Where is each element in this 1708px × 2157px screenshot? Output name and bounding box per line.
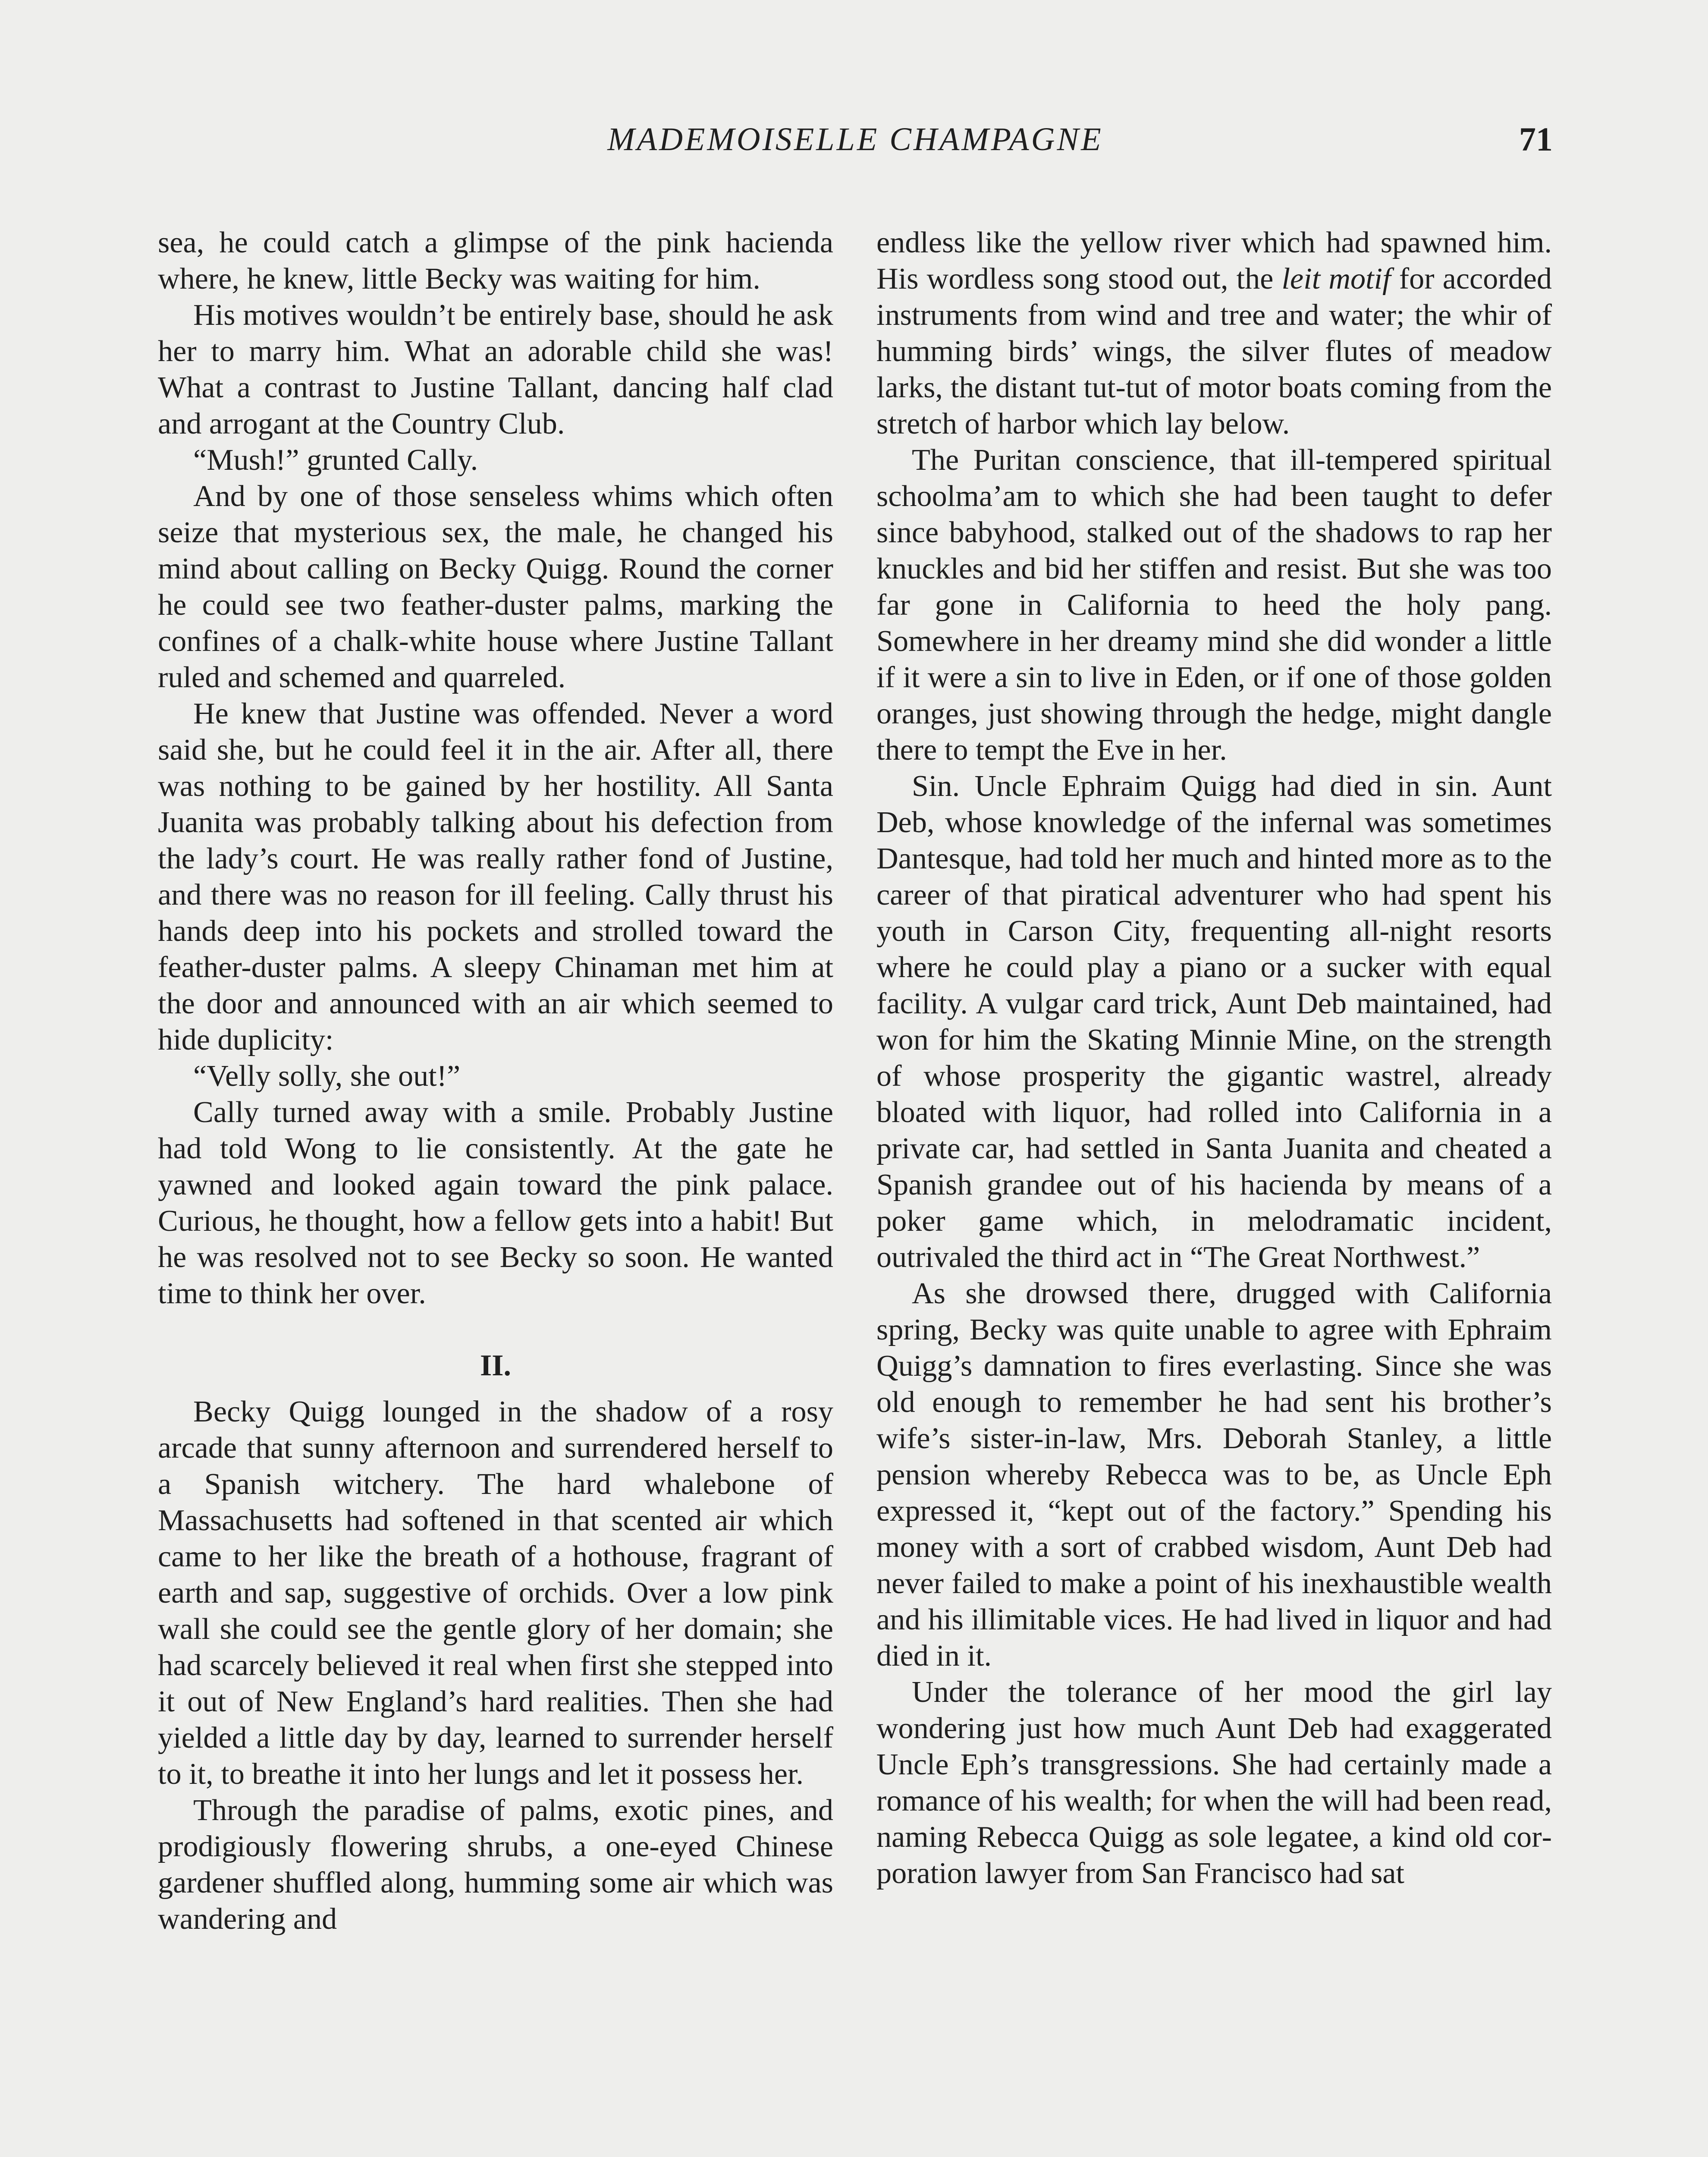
paragraph: Becky Quigg lounged in the shadow of a rosy arcade that sunny afternoon and surrendered herself to a Spanish witchery. The hard whalebone of Massachusetts had softened in that scented air which came to her like the breath of a hothouse, fragrant of earth and sap, suggestive of orchids. Over a low pink wall she could see the gentle glory of her domain; she had scarcely believed it real when first she stepped into it out of New England’s hard realities. Then she had yielded a little day by day, learned to surrender herself to it, to breathe it into her lungs and let it possess her. [158, 1395, 833, 1791]
paragraph [876, 224, 1552, 442]
paragraph: He knew that Justine was offended. Never a word said she, but he could feel it in the air. After all, there was nothing to be gained by her hostility. All Santa Juanita was probably talking about his defection from the lady’s court. He was really rather fond of Justine, and there was no reason for ill feeling. Cally thrust his hands deep into his pockets and strolled toward the feather-duster palms. A sleepy Chinaman met him at the door and announced with an air which seemed to hide duplicity: [158, 697, 833, 1056]
paragraph: sea, he could catch a glimpse of the pink hacienda where, he knew, little Becky was waiting for him. [158, 226, 833, 296]
running-title: MADEMOISELLE CHAMPAGNE [607, 121, 1103, 157]
paragraph: As she drowsed there, drugged with California spring, Becky was quite unable to agree with Ephraim Quigg’s damnation to fires everlasting. Since she was old enough to remember he had sent his brother’s wife’s sister-in-law, Mrs. Deborah Stanley, a little pension whereby Rebecca was to be, as Uncle Eph expressed it, “kept out of the factory.” Spending his money with a sort of crabbed wisdom, Aunt Deb had never failed to make a point of his inexhaustible wealth and his illimitable vices. He had lived in liquor and had died in it. [876, 1277, 1552, 1673]
paragraph-text: for accorded instruments from wind and tree and water; the whir of humming birds’ wings, the silver flutes of meadow larks, the distant tut-tut of motor boats coming from the stretch of harbor which lay below. [876, 262, 1552, 440]
section-number: II. [480, 1349, 511, 1382]
paragraph: Under the tolerance of her mood the girl lay wondering just how much Aunt Deb had exaggerated Uncle Eph’s transgressions. She had certainly made a romance of his wealth; for when the will had been read, naming Rebecca Quigg as sole legatee, a kind old corporation lawyer from San Francisco had sat [876, 1675, 1552, 1890]
paragraph: His motives wouldn’t be entirely base, should he ask her to marry him. What an adorable child she was! What a contrast to Justine Tallant, dancing half clad and arrogant at the Country Club. [158, 298, 833, 440]
paragraph: “Velly solly, she out!” [193, 1059, 461, 1093]
page-number: 71 [1519, 120, 1553, 158]
paragraph: Through the paradise of palms, exotic pines, and prodigiously flowering shrubs, a one-eyed Chinese gardener shuffled along, humming some air which was wandering and [158, 1793, 833, 1936]
paragraph: Sin. Uncle Ephraim Quigg had died in sin. Aunt Deb, whose knowledge of the infernal was sometimes Dantesque, had told her much and hinted more as to the career of that piratical adventurer who had spent his youth in Carson City, frequenting all-night resorts where he could play a piano or a sucker with equal facility. A vulgar card trick, Aunt Deb maintained, had won for him the Skating Minnie Mine, on the strength of whose prosperity the gigantic wastrel, already bloated with liquor, had rolled into California in a private car, had settled in Santa Juanita and cheated a Spanish grandee out of his hacienda by means of a poker game which, in melodramatic incident, outrivaled the third act in “The Great Northwest.” [876, 769, 1552, 1274]
paragraph: The Puritan conscience, that ill-tempered spiritual schoolma’am to which she had been taught to defer since babyhood, stalked out of the shadows to rap her knuckles and bid her stiffen and resist. But she was too far gone in California to heed the holy pang. Somewhere in her dreamy mind she did wonder a little if it were a sin to live in Eden, or if one of those golden oranges, just showing through the hedge, might dangle there to tempt the Eve in her. [876, 443, 1552, 767]
italic-phrase: leit motif [1281, 262, 1391, 296]
paragraph: “Mush!” grunted Cally. [193, 443, 478, 477]
page-header [158, 107, 1553, 172]
left-column [158, 224, 833, 2157]
paragraph: And by one of those senseless whims which often seize that mysterious sex, the male, he changed his mind about calling on Becky Quigg. Round the corner he could see two feather-duster palms, marking the confines of a chalk-white house where Justine Tallant ruled and schemed and quarreled. [158, 479, 833, 694]
paragraph: Cally turned away with a smile. Probably Justine had told Wong to lie consistently. At the gate he yawned and looked again toward the pink palace. Curious, he thought, how a fellow gets into a habit! But he was resolved not to see Becky so soon. He wanted time to think her over. [158, 1095, 833, 1310]
paragraph-text: endless like the yellow river which had spawned him. His wordless song stood out, the [876, 226, 1552, 296]
right-column [876, 224, 1552, 2157]
